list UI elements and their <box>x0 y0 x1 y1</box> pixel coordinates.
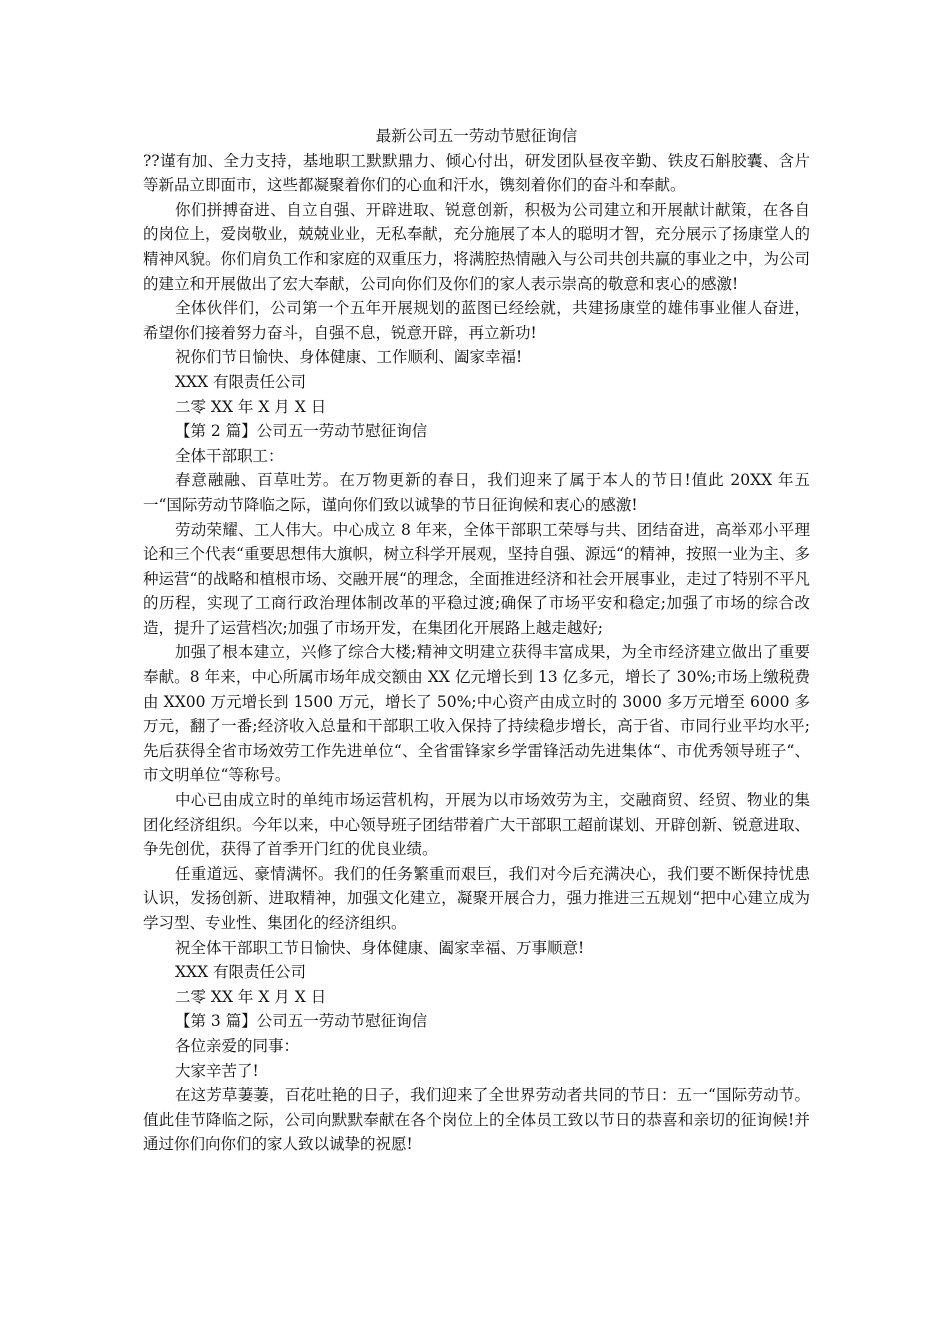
paragraph: 各位亲爱的同事： <box>175 1036 300 1055</box>
document-page <box>143 124 810 1157</box>
paragraph: 任重道远、豪情满怀。我们的任务繁重而艰巨，我们对今后充满决心，我们要不断保持忧患认识，发扬创新、进取精神，加强文化建立，凝聚开展合力，强力推进三五规划“把中心建立成为学习型、专业性、集团化的经济组织。 <box>143 864 810 932</box>
paragraph: 全体干部职工： <box>175 446 284 465</box>
paragraph: XXX 有限责任公司 <box>175 963 307 982</box>
paragraph: 二零 XX 年 X 月 X 日 <box>175 987 327 1006</box>
paragraph: 在这芳草萋萋，百花吐艳的日子，我们迎来了全世界劳动者共同的节日：五一“国际劳动节。值此佳节降临之际，公司向默默奉献在各个岗位上的全体员工致以节日的恭喜和亲切的征询候!并通过你们向你们的家人致以诚挚的祝愿! <box>143 1086 810 1154</box>
paragraph: 【第 3 篇】公司五一劳动节慰征询信 <box>175 1012 428 1031</box>
paragraph: 全体伙伴们，公司第一个五年开展规划的蓝图已经绘就，共建扬康堂的雄伟事业催人奋进，希望你们接着努力奋斗，自强不息，锐意开辟，再立新功! <box>143 299 810 342</box>
paragraph: 大家辛苦了! <box>175 1061 259 1080</box>
paragraph: XXX 有限责任公司 <box>175 372 307 391</box>
paragraph: 二零 XX 年 X 月 X 日 <box>175 397 327 416</box>
paragraph: 你们拼搏奋进、自立自强、开辟进取、锐意创新，积极为公司建立和开展献计献策，在各自的岗位上，爱岗敬业，兢兢业业，无私奉献，充分施展了本人的聪明才智，充分展示了扬康堂人的精神风貌。你们肩负工作和家庭的双重压力，将满腔热情融入与公司共创共赢的事业之中，为公司的建立和开展做出了宏大奉献，公司向你们及你们的家人表示崇高的敬意和衷心的感激! <box>143 200 810 293</box>
paragraph: 加强了根本建立，兴修了综合大楼;精神文明建立获得丰富成果，为全市经济建立做出了重要奉献。8 年来，中心所属市场年成交额由 XX 亿元增长到 13 亿多元，增长了 30%;市场上缴税费由 XX00 万元增长到 1500 万元，增长了 50%;中心资产由成立时的 3000 多万元增至 6000 多万元，翻了一番;经济收入总量和干部职工收入保持了持续稳步增长，高于省、市同行业平均水平;先后获得全省市场效劳工作先进单位“、全省雷锋家乡学雷锋活动先进集体“、市优秀领导班子“、市文明单位“等称号。 <box>143 643 810 785</box>
paragraph: ??谨有加、全力支持，基地职工默默鼎力、倾心付出，研发团队昼夜辛勤、铁皮石斛胶囊、含片等新品立即面市，这些都凝聚着你们的心血和汗水，镌刻着你们的奋斗和奉献。 <box>143 151 810 195</box>
paragraph: 祝你们节日愉快、身体健康、工作顺利、阖家幸福! <box>175 348 523 367</box>
document-title: 最新公司五一劳动节慰征询信 <box>375 127 578 145</box>
paragraph: 春意融融、百草吐芳。在万物更新的春日，我们迎来了属于本人的节日!值此 20XX 年五一“国际劳动节降临之际，谨向你们致以诚挚的节日征询候和衷心的感激! <box>143 471 810 514</box>
paragraph: 中心已由成立时的单纯市场运营机构，开展为以市场效劳为主，交融商贸、经贸、物业的集团化经济组织。今年以来，中心领导班子团结带着广大干部职工超前谋划、开辟创新、锐意进取、争先创优，获得了首季开门红的优良业绩。 <box>143 791 810 859</box>
paragraph: 祝全体干部职工节日愉快、身体健康、阖家幸福、万事顺意! <box>175 938 585 957</box>
paragraph: 劳动荣耀、工人伟大。中心成立 8 年来，全体干部职工荣辱与共、团结奋进，高举邓小平理论和三个代表“重要思想伟大旗帜，树立科学开展观，坚持自强、源远“的精神，按照一业为主、多种运营“的战略和植根市场、交融开展“的理念，全面推进经济和社会开展事业，走过了特别不平凡的历程，实现了工商行政治理体制改革的平稳过渡;确保了市场平安和稳定;加强了市场的综合改造，提升了运营档次;加强了市场开发，在集团化开展路上越走越好; <box>143 520 810 637</box>
document-body <box>143 149 810 1157</box>
paragraph: 【第 2 篇】公司五一劳动节慰征询信 <box>175 422 428 441</box>
